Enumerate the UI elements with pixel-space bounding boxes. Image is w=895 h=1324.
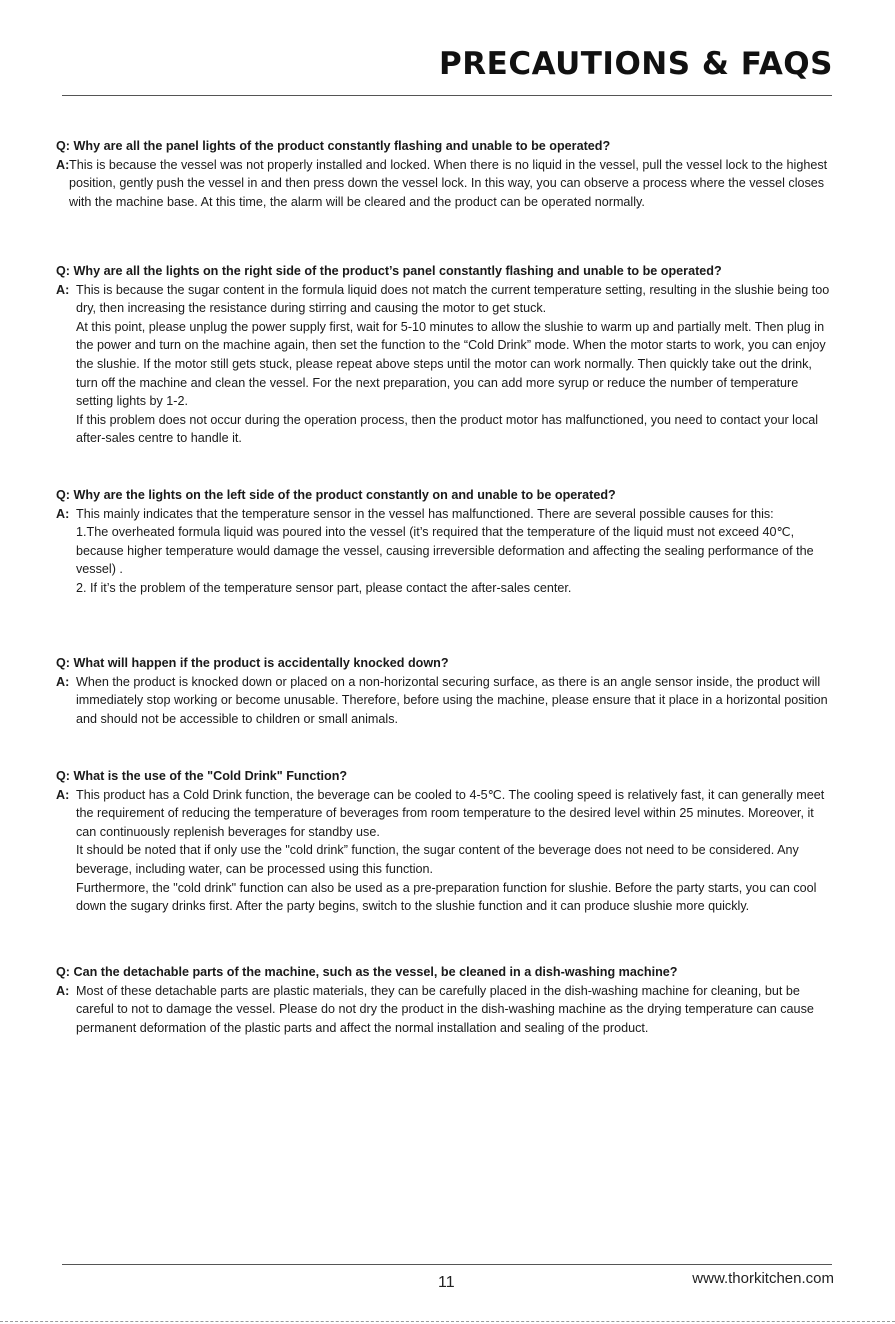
header-divider — [62, 95, 832, 96]
faq-question: Q: Why are all the panel lights of the product constantly flashing and unable to be operated? — [56, 139, 611, 153]
page-number: 11 — [438, 1274, 455, 1291]
faq-item-knocked-down — [56, 654, 831, 728]
faq-answer — [56, 786, 831, 916]
faq-item-dishwasher — [56, 963, 831, 1037]
answer-paragraph: This product has a Cold Drink function, the beverage can be cooled to 4-5℃. The cooling speed is relatively fast, it can generally meet the requirement of reducing the temperature of beverages from room temperature to the desired level within 25 minutes. Moreover, it can continuously replenish beverages for standby use. — [76, 787, 825, 839]
answer-label: A: — [56, 157, 70, 172]
faq-item-panel-lights — [56, 137, 831, 211]
answer-paragraph: 2. If it’s the problem of the temperature sensor part, please contact the after-sales center. — [76, 580, 572, 595]
answer-label: A: — [56, 506, 70, 521]
answer-paragraph: This mainly indicates that the temperature sensor in the vessel has malfunctioned. There are several possible causes for this: — [76, 506, 774, 521]
answer-paragraph: This is because the sugar content in the formula liquid does not match the current temperature setting, resulting in the slushie being too dry, then increasing the resistance during stirring and causing the motor to get stuck. — [76, 282, 830, 316]
faq-question: Q: What is the use of the "Cold Drink" Function? — [56, 769, 348, 783]
faq-question: Q: Can the detachable parts of the machine, such as the vessel, be cleaned in a dish-washing machine? — [56, 965, 678, 979]
answer-paragraph: 1.The overheated formula liquid was poured into the vessel (it’s required that the temperature of the liquid must not exceed 40℃, because higher temperature would damage the vessel, causing irreversible deformation and affecting the sealing performance of the vessel) . — [76, 525, 814, 577]
faq-question: Q: What will happen if the product is accidentally knocked down? — [56, 656, 449, 670]
faq-answer — [56, 156, 831, 212]
website-url: www.thorkitchen.com — [692, 1270, 834, 1287]
answer-label: A: — [56, 674, 70, 689]
faq-answer — [56, 505, 831, 598]
faq-item-left-side-lights — [56, 486, 831, 598]
faq-question: Q: Why are all the lights on the right side of the product’s panel constantly flashing and unable to be operated? — [56, 264, 722, 278]
answer-paragraph: When the product is knocked down or placed on a non-horizontal securing surface, as there is an angle sensor inside, the product will immediately stop working or become unusable. Therefore, before using the machine, please ensure that it place in a horizontal position and should not be accessible to children or small animals. — [76, 674, 828, 726]
faq-item-cold-drink — [56, 767, 831, 916]
answer-paragraph: Most of these detachable parts are plastic materials, they can be carefully placed in the dish-washing machine for cleaning, but be careful to not to damage the vessel. Please do not dry the product in the dish-washing machine as the drying temperature can cause permanent deformation of the plastic parts and affect the normal installation and sealing of the product. — [76, 983, 814, 1035]
footer-divider — [62, 1264, 832, 1265]
answer-paragraph: At this point, please unplug the power supply first, wait for 5-10 minutes to allow the slushie to warm up and partially melt. Then plug in the power and turn on the machine again, then set the function to the “Cold Drink” mode. When the motor starts to work, you can enjoy the slushie. If the motor still gets stuck, please repeat above steps until the motor can work normally. Then quickly take out the drink, turn off the machine and clean the vessel. For the next preparation, you can add more syrup or reduce the number of temperature setting lights by 1-2. — [76, 319, 826, 409]
faq-item-right-side-lights — [56, 262, 831, 448]
answer-label: A: — [56, 282, 70, 297]
answer-paragraph: This is because the vessel was not properly installed and locked. When there is no liquid in the vessel, pull the vessel lock to the highest position, gently push the vessel in and then press down the vessel lock. In this way, you can observe a process where the vessel closes with the machine base. At this time, the alarm will be cleared and the product can be operated normally. — [69, 157, 828, 209]
faq-question: Q: Why are the lights on the left side of the product constantly on and unable to be operated? — [56, 488, 616, 502]
answer-paragraph: It should be noted that if only use the "cold drink” function, the sugar content of the beverage does not need to be considered. Any beverage, including water, can be processed using this function. — [76, 843, 799, 876]
page-title: PRECAUTIONS & FAQS — [439, 46, 833, 82]
faq-answer — [56, 673, 831, 729]
answer-label: A: — [56, 787, 70, 802]
answer-label: A: — [56, 983, 70, 998]
answer-paragraph: Furthermore, the "cold drink" function can also be used as a pre-preparation function for slushie. Before the party starts, you can cool down the sugary drinks first. After the party begins, switch to the slushie function and it can produce slushie more quickly. — [76, 880, 817, 914]
answer-paragraph: If this problem does not occur during the operation process, then the product motor has malfunctioned, you need to contact your local after-sales centre to handle it. — [76, 412, 819, 446]
page-edge-dashed-line — [0, 1321, 895, 1322]
faq-answer — [56, 982, 831, 1038]
faq-answer — [56, 281, 831, 448]
